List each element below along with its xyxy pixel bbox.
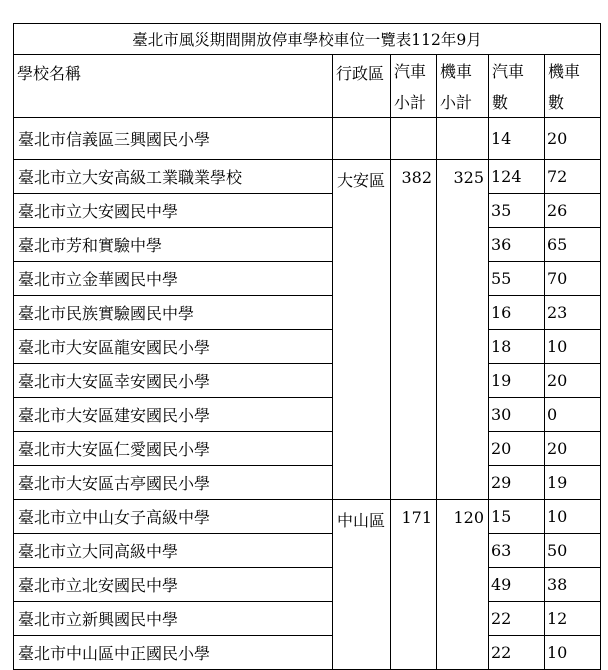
school-name-cell: 臺北市大安區幸安國民小學 xyxy=(14,364,333,398)
car-count-cell: 15 xyxy=(489,500,545,534)
table-row xyxy=(14,118,601,160)
car-count-cell: 16 xyxy=(489,296,545,330)
car-count-cell: 22 xyxy=(489,636,545,670)
car-count-cell: 30 xyxy=(489,398,545,432)
table-row xyxy=(14,568,601,602)
car-subtotal-cell: 171 xyxy=(391,500,437,670)
car-count-cell: 20 xyxy=(489,432,545,466)
school-name-cell: 臺北市芳和實驗中學 xyxy=(14,228,333,262)
car-count-cell: 29 xyxy=(489,466,545,500)
moto-count-cell: 50 xyxy=(545,534,601,568)
moto-count-cell: 38 xyxy=(545,568,601,602)
parking-sheet xyxy=(13,23,600,670)
header-row xyxy=(14,55,601,86)
moto-count-cell: 70 xyxy=(545,262,601,296)
table-title: 臺北市風災期間開放停車學校車位一覽表112年9月 xyxy=(14,24,601,55)
table-row xyxy=(14,500,601,534)
moto-subtotal-cell xyxy=(437,118,489,160)
table-row xyxy=(14,466,601,500)
district-cell: 大安區 xyxy=(333,160,391,500)
moto-count-cell: 20 xyxy=(545,118,601,160)
table-row xyxy=(14,398,601,432)
school-name-cell: 臺北市信義區三興國民小學 xyxy=(14,118,333,160)
car-count-cell: 49 xyxy=(489,568,545,602)
header-district: 行政區 xyxy=(333,55,391,118)
car-count-cell: 22 xyxy=(489,602,545,636)
header-moto-count-line1: 機車 xyxy=(545,55,601,86)
moto-count-cell: 12 xyxy=(545,602,601,636)
header-car-count-line2: 數 xyxy=(489,85,545,118)
title-row xyxy=(14,24,601,55)
school-name-cell: 臺北市立大安國民中學 xyxy=(14,194,333,228)
moto-count-cell: 10 xyxy=(545,500,601,534)
district-cell: 中山區 xyxy=(333,500,391,670)
school-name-cell: 臺北市大安區仁愛國民小學 xyxy=(14,432,333,466)
school-name-cell: 臺北市中山區中正國民小學 xyxy=(14,636,333,670)
moto-count-cell: 19 xyxy=(545,466,601,500)
table-row xyxy=(14,432,601,466)
header-school: 學校名稱 xyxy=(14,55,333,118)
table-row xyxy=(14,296,601,330)
table-row xyxy=(14,636,601,670)
car-count-cell: 18 xyxy=(489,330,545,364)
school-name-cell: 臺北市立北安國民中學 xyxy=(14,568,333,602)
table-row xyxy=(14,262,601,296)
school-name-cell: 臺北市大安區古亭國民小學 xyxy=(14,466,333,500)
car-count-cell: 14 xyxy=(489,118,545,160)
car-count-cell: 19 xyxy=(489,364,545,398)
header-moto-count-line2: 數 xyxy=(545,85,601,118)
moto-count-cell: 20 xyxy=(545,364,601,398)
car-count-cell: 35 xyxy=(489,194,545,228)
moto-count-cell: 23 xyxy=(545,296,601,330)
table-row xyxy=(14,364,601,398)
moto-count-cell: 10 xyxy=(545,330,601,364)
header-moto-subtotal-line1: 機車 xyxy=(437,55,489,86)
header-car-subtotal-line2: 小計 xyxy=(391,85,437,118)
school-name-cell: 臺北市大安區龍安國民小學 xyxy=(14,330,333,364)
school-name-cell: 臺北市立大安高級工業職業學校 xyxy=(14,160,333,194)
school-name-cell: 臺北市立新興國民中學 xyxy=(14,602,333,636)
school-name-cell: 臺北市立大同高級中學 xyxy=(14,534,333,568)
table-row xyxy=(14,534,601,568)
moto-subtotal-cell: 325 xyxy=(437,160,489,500)
table-row xyxy=(14,194,601,228)
header-moto-subtotal-line2: 小計 xyxy=(437,85,489,118)
header-car-count-line1: 汽車 xyxy=(489,55,545,86)
car-subtotal-cell xyxy=(391,118,437,160)
table-row xyxy=(14,602,601,636)
moto-count-cell: 26 xyxy=(545,194,601,228)
moto-count-cell: 72 xyxy=(545,160,601,194)
car-subtotal-cell: 382 xyxy=(391,160,437,500)
school-name-cell: 臺北市立中山女子高級中學 xyxy=(14,500,333,534)
car-count-cell: 63 xyxy=(489,534,545,568)
moto-count-cell: 0 xyxy=(545,398,601,432)
table-row xyxy=(14,228,601,262)
school-name-cell: 臺北市立金華國民中學 xyxy=(14,262,333,296)
moto-count-cell: 65 xyxy=(545,228,601,262)
car-count-cell: 36 xyxy=(489,228,545,262)
moto-count-cell: 10 xyxy=(545,636,601,670)
moto-count-cell: 20 xyxy=(545,432,601,466)
header-car-subtotal-line1: 汽車 xyxy=(391,55,437,86)
school-name-cell: 臺北市大安區建安國民小學 xyxy=(14,398,333,432)
table-row xyxy=(14,160,601,194)
car-count-cell: 55 xyxy=(489,262,545,296)
car-count-cell: 124 xyxy=(489,160,545,194)
table-row xyxy=(14,330,601,364)
district-cell xyxy=(333,118,391,160)
moto-subtotal-cell: 120 xyxy=(437,500,489,670)
parking-table xyxy=(13,23,601,670)
school-name-cell: 臺北市民族實驗國民中學 xyxy=(14,296,333,330)
